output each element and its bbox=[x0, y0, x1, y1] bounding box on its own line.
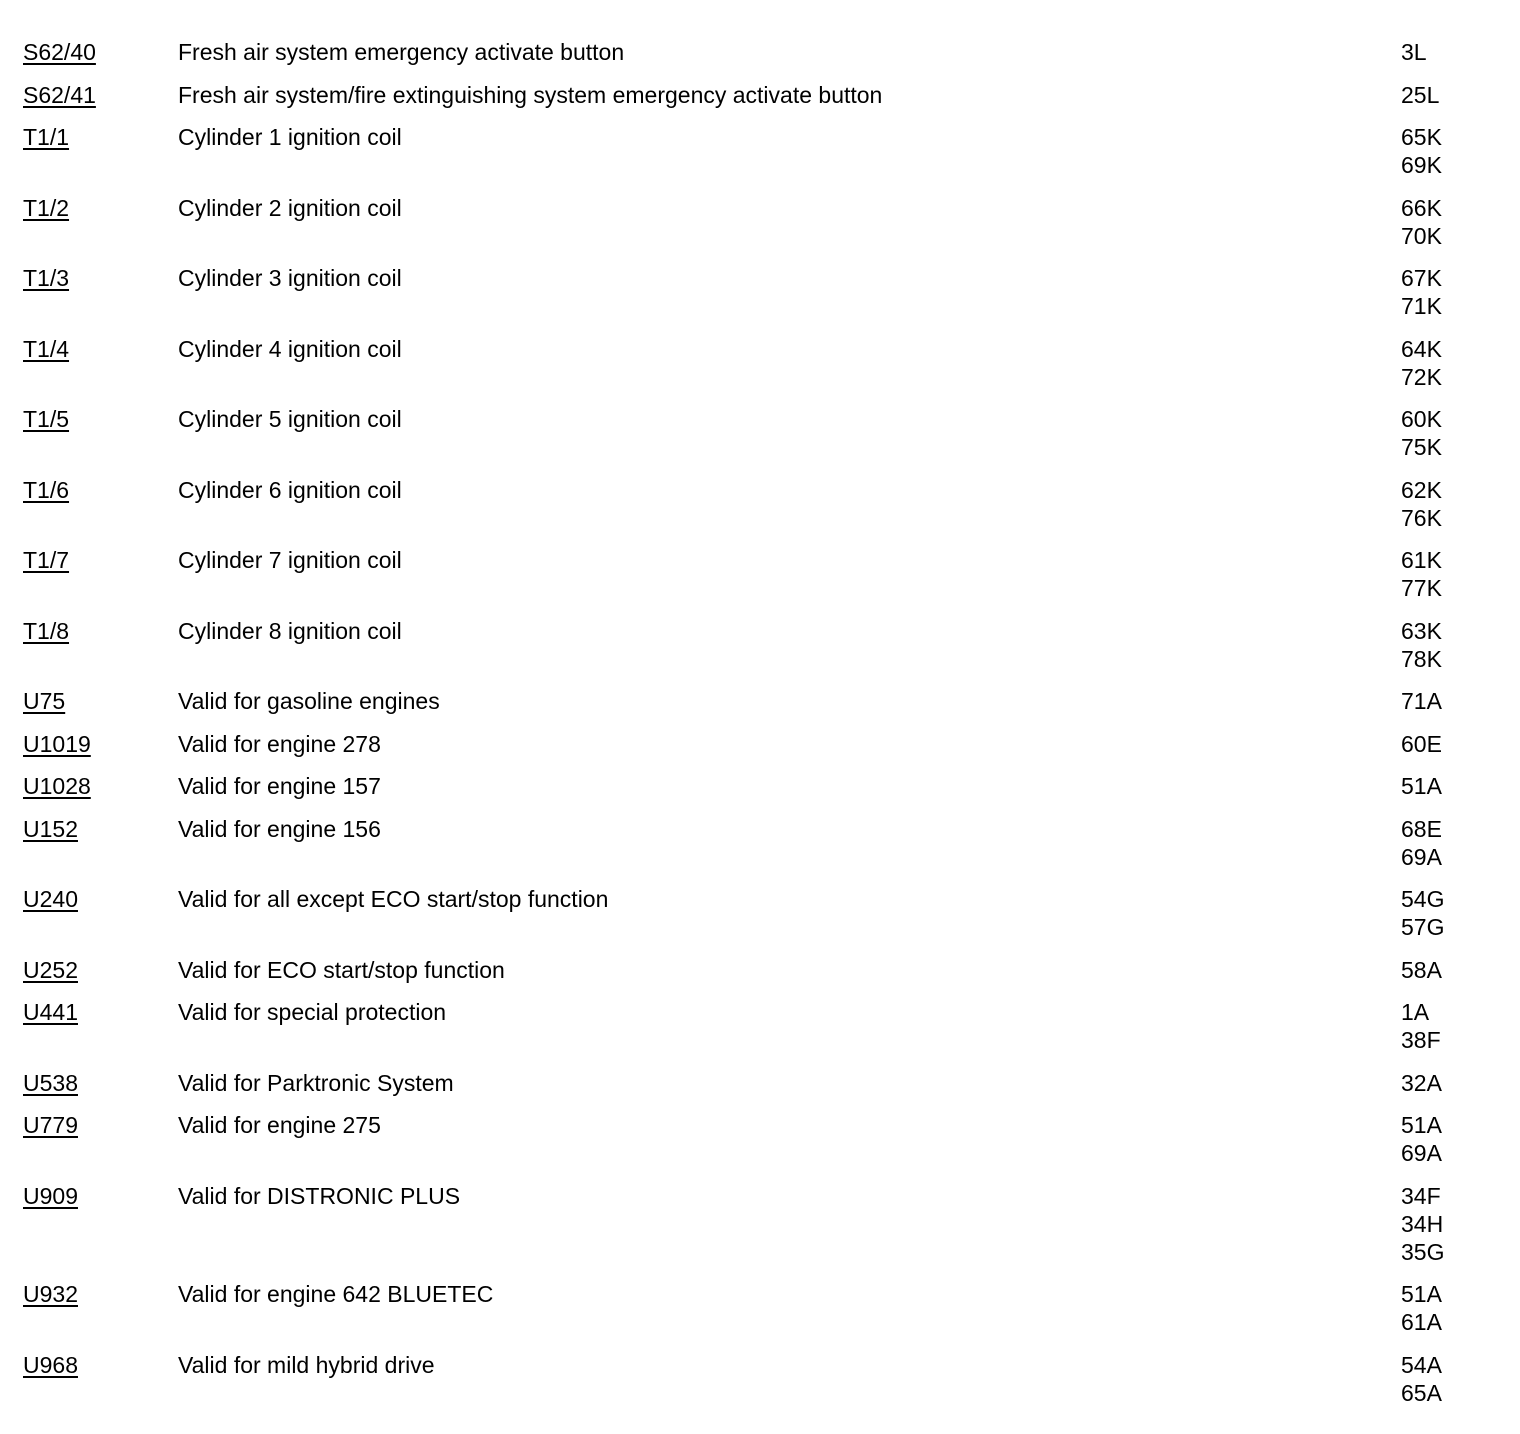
component-code-link[interactable]: S62/41 bbox=[23, 81, 96, 108]
grid-reference-list bbox=[1401, 815, 1442, 871]
grid-reference-list bbox=[1401, 772, 1442, 800]
legend-row bbox=[0, 476, 1520, 547]
grid-reference-list bbox=[1401, 617, 1442, 673]
grid-reference: 65A bbox=[1401, 1379, 1442, 1406]
component-description: Fresh air system emergency activate button bbox=[178, 39, 625, 65]
grid-reference: 65K bbox=[1401, 124, 1442, 150]
grid-reference: 71A bbox=[1401, 688, 1442, 714]
grid-reference: 72K bbox=[1401, 363, 1442, 390]
grid-reference: 67K bbox=[1401, 265, 1442, 291]
component-code-link[interactable]: U779 bbox=[23, 1112, 78, 1138]
legend-row bbox=[0, 772, 1520, 815]
grid-reference: 51A bbox=[1401, 1112, 1442, 1138]
component-description: Cylinder 2 ignition coil bbox=[178, 194, 402, 221]
grid-reference: 54G bbox=[1401, 886, 1445, 912]
legend-row bbox=[0, 956, 1520, 999]
component-description: Valid for engine 278 bbox=[178, 730, 381, 757]
component-description: Valid for all except ECO start/stop function bbox=[178, 886, 609, 912]
grid-reference-list bbox=[1401, 476, 1442, 532]
component-code-link[interactable]: T1/7 bbox=[23, 547, 70, 573]
legend-row bbox=[0, 815, 1520, 886]
grid-reference: 61K bbox=[1401, 547, 1442, 573]
grid-reference-list bbox=[1401, 123, 1442, 179]
legend-row bbox=[0, 1182, 1520, 1281]
component-code-link[interactable]: U538 bbox=[23, 1069, 78, 1096]
grid-reference: 69A bbox=[1401, 843, 1442, 870]
legend-row bbox=[0, 194, 1520, 265]
component-description: Valid for engine 156 bbox=[178, 815, 381, 842]
legend-row bbox=[0, 617, 1520, 688]
legend-row bbox=[0, 123, 1520, 194]
component-description: Cylinder 5 ignition coil bbox=[178, 406, 402, 432]
grid-reference: 34H bbox=[1401, 1210, 1444, 1237]
legend-row bbox=[0, 885, 1520, 956]
component-description: Valid for special protection bbox=[178, 999, 447, 1025]
grid-reference: 54A bbox=[1401, 1351, 1442, 1378]
component-description: Valid for engine 157 bbox=[178, 773, 381, 799]
component-code-link[interactable]: T1/3 bbox=[23, 265, 70, 291]
component-code-link[interactable]: T1/1 bbox=[23, 124, 70, 150]
component-description: Valid for ECO start/stop function bbox=[178, 956, 505, 983]
grid-reference-list bbox=[1401, 730, 1442, 758]
legend-row bbox=[0, 546, 1520, 617]
grid-reference: 62K bbox=[1401, 476, 1442, 503]
grid-reference: 64K bbox=[1401, 335, 1442, 362]
grid-reference-list bbox=[1401, 81, 1439, 109]
grid-reference: 51A bbox=[1401, 773, 1442, 799]
legend-row bbox=[0, 38, 1520, 81]
grid-reference: 66K bbox=[1401, 194, 1442, 221]
grid-reference: 51A bbox=[1401, 1281, 1442, 1307]
grid-reference: 69A bbox=[1401, 1140, 1442, 1166]
component-description: Cylinder 8 ignition coil bbox=[178, 617, 402, 644]
grid-reference: 3L bbox=[1401, 39, 1427, 65]
component-description: Cylinder 4 ignition coil bbox=[178, 335, 402, 362]
component-description: Valid for mild hybrid drive bbox=[178, 1351, 435, 1378]
legend-row bbox=[0, 81, 1520, 124]
grid-reference-list bbox=[1401, 998, 1441, 1054]
component-code-link[interactable]: U152 bbox=[23, 815, 78, 842]
grid-reference: 35G bbox=[1401, 1238, 1445, 1265]
grid-reference: 71K bbox=[1401, 293, 1442, 319]
legend-row bbox=[0, 1069, 1520, 1112]
legend-row bbox=[0, 1280, 1520, 1351]
component-description: Cylinder 7 ignition coil bbox=[178, 547, 402, 573]
grid-reference: 25L bbox=[1401, 81, 1440, 108]
component-description: Cylinder 6 ignition coil bbox=[178, 476, 402, 503]
grid-reference-list bbox=[1401, 264, 1442, 320]
component-code-link[interactable]: U240 bbox=[23, 886, 78, 912]
grid-reference: 68E bbox=[1401, 815, 1442, 842]
grid-reference-list bbox=[1401, 1351, 1442, 1407]
grid-reference: 69K bbox=[1401, 152, 1442, 178]
component-code-link[interactable]: T1/5 bbox=[23, 406, 70, 432]
grid-reference: 76K bbox=[1401, 504, 1442, 531]
component-code-link[interactable]: T1/2 bbox=[23, 194, 70, 221]
grid-reference: 70K bbox=[1401, 222, 1442, 249]
component-code-link[interactable]: U75 bbox=[23, 688, 66, 714]
grid-reference-list bbox=[1401, 687, 1442, 715]
component-description: Cylinder 1 ignition coil bbox=[178, 124, 402, 150]
component-description: Valid for DISTRONIC PLUS bbox=[178, 1182, 461, 1209]
grid-reference: 34F bbox=[1401, 1182, 1441, 1209]
grid-reference-list bbox=[1401, 1182, 1444, 1266]
legend-row bbox=[0, 264, 1520, 335]
grid-reference: 75K bbox=[1401, 434, 1442, 460]
grid-reference-list bbox=[1401, 38, 1427, 66]
component-code-link[interactable]: U252 bbox=[23, 956, 78, 983]
component-code-link[interactable]: U1019 bbox=[23, 730, 91, 757]
legend-row bbox=[0, 998, 1520, 1069]
component-code-link[interactable]: S62/40 bbox=[23, 39, 96, 65]
component-code-link[interactable]: T1/4 bbox=[23, 335, 70, 362]
component-description: Valid for engine 275 bbox=[178, 1112, 381, 1138]
component-code-link[interactable]: U968 bbox=[23, 1351, 78, 1378]
component-description: Valid for engine 642 BLUETEC bbox=[178, 1281, 494, 1307]
component-code-link[interactable]: T1/6 bbox=[23, 476, 70, 503]
grid-reference-list bbox=[1401, 956, 1442, 984]
grid-reference-list bbox=[1401, 1069, 1442, 1097]
component-description: Valid for Parktronic System bbox=[178, 1069, 454, 1096]
component-code-link[interactable]: U909 bbox=[23, 1182, 78, 1209]
component-legend-list bbox=[0, 38, 1520, 1421]
legend-row bbox=[0, 335, 1520, 406]
grid-reference-list bbox=[1401, 405, 1442, 461]
legend-row bbox=[0, 1111, 1520, 1182]
grid-reference: 77K bbox=[1401, 575, 1442, 601]
legend-row bbox=[0, 730, 1520, 773]
component-description: Valid for gasoline engines bbox=[178, 688, 440, 714]
grid-reference: 1A bbox=[1401, 999, 1430, 1025]
component-code-link[interactable]: U441 bbox=[23, 999, 78, 1025]
grid-reference-list bbox=[1401, 335, 1442, 391]
grid-reference: 60K bbox=[1401, 406, 1442, 432]
component-code-link[interactable]: T1/8 bbox=[23, 617, 70, 644]
component-description: Cylinder 3 ignition coil bbox=[178, 265, 402, 291]
legend-row bbox=[0, 405, 1520, 476]
grid-reference: 78K bbox=[1401, 645, 1442, 672]
grid-reference: 57G bbox=[1401, 914, 1445, 940]
grid-reference-list bbox=[1401, 546, 1442, 602]
grid-reference-list bbox=[1401, 1280, 1442, 1336]
grid-reference-list bbox=[1401, 194, 1442, 250]
legend-row bbox=[0, 687, 1520, 730]
grid-reference: 58A bbox=[1401, 956, 1442, 983]
grid-reference: 63K bbox=[1401, 617, 1442, 644]
grid-reference: 60E bbox=[1401, 730, 1442, 757]
component-code-link[interactable]: U1028 bbox=[23, 773, 91, 799]
legend-row bbox=[0, 1351, 1520, 1422]
grid-reference-list bbox=[1401, 1111, 1442, 1167]
grid-reference: 61A bbox=[1401, 1309, 1442, 1335]
grid-reference: 32A bbox=[1401, 1069, 1442, 1096]
grid-reference: 38F bbox=[1401, 1027, 1441, 1053]
grid-reference-list bbox=[1401, 885, 1444, 941]
component-code-link[interactable]: U932 bbox=[23, 1281, 78, 1307]
component-description: Fresh air system/fire extinguishing system emergency activate button bbox=[178, 81, 883, 108]
